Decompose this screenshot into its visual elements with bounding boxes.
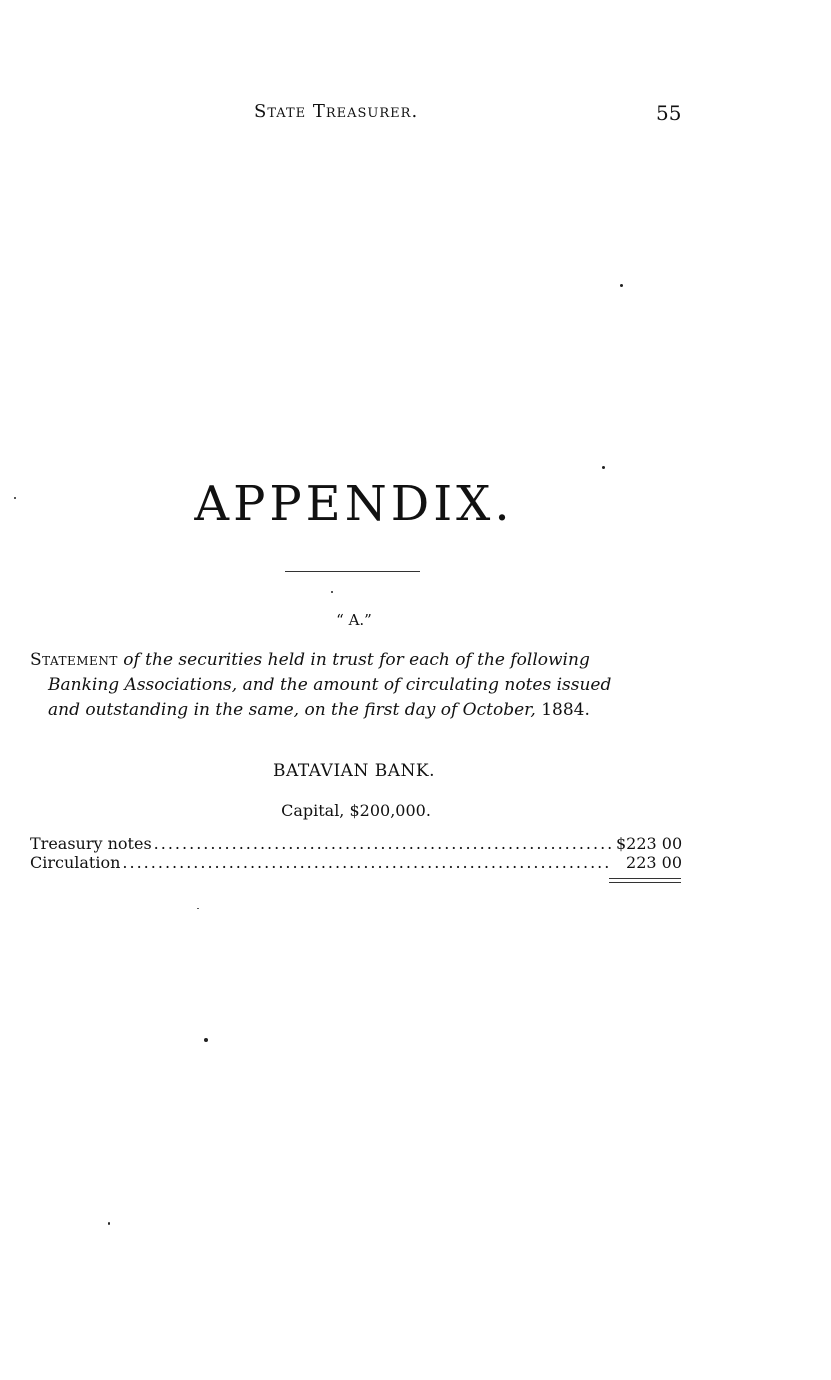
ledger-amount: $223 00 [616,834,683,853]
ledger-row-circulation [30,853,682,872]
statement-lead: Statement [30,650,118,670]
total-double-rule [609,878,681,883]
scan-speck [14,497,16,499]
scan-speck [602,466,605,469]
scan-speck [331,591,333,593]
ledger [30,834,682,872]
leader-dots [154,834,612,853]
scan-speck [197,908,199,909]
statement-line-2: Banking Associations, and the amount of circulating notes issued [48,675,612,695]
page-number: 55 [656,101,682,125]
ledger-amount: 223 00 [626,853,682,872]
bank-capital: Capital, $200,000. [281,801,431,820]
leader-dots [122,853,612,872]
ledger-label: Circulation [30,853,121,872]
statement-line-3-wrap [30,698,682,723]
statement-line-3: and outstanding in the same, on the first day of October, [48,700,536,720]
running-head: State Treasurer. [254,101,419,122]
scan-speck [620,284,623,287]
statement-year: 1884. [541,700,590,720]
section-mark: “ A.” [336,611,372,629]
ledger-row-treasury-notes [30,834,682,853]
appendix-title: APPENDIX. [194,476,514,532]
statement-paragraph [30,648,682,723]
ledger-label: Treasury notes [30,834,152,853]
scan-speck [108,1222,110,1225]
statement-line-1: of the securities held in trust for each of the following [123,650,590,670]
scan-speck [204,1038,208,1042]
title-rule [285,571,420,572]
bank-name: BATAVIAN BANK. [273,761,435,781]
